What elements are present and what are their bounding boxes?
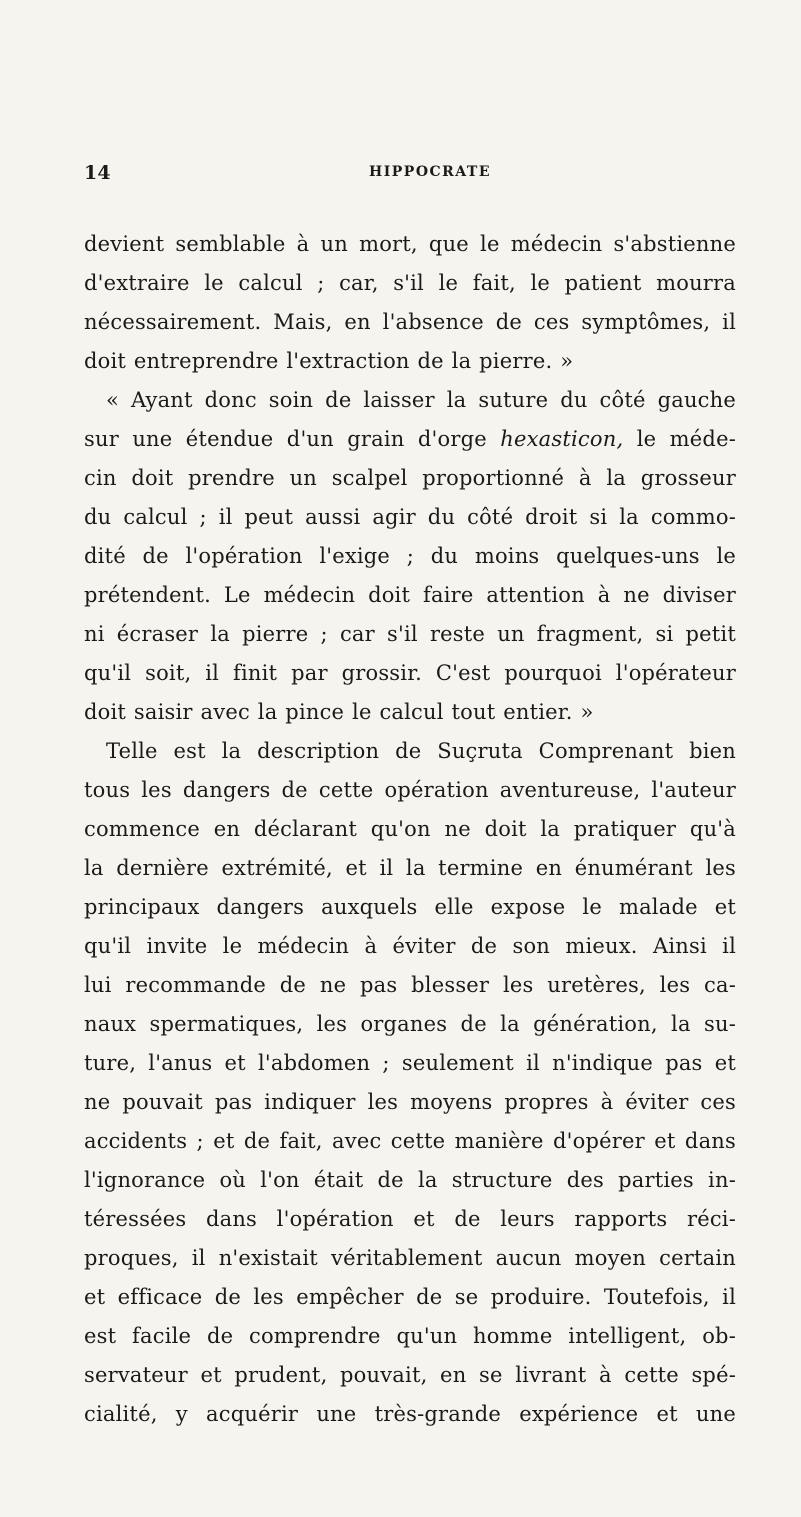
text-line: doit entreprendre l'extraction de la pierre. » — [84, 349, 574, 373]
text-line: nécessairement. Mais, en l'absence de ces symptômes, il — [84, 310, 736, 334]
text-line: l'ignorance où l'on était de la structure des parties in- — [84, 1168, 736, 1192]
italic-term: hexasticon, — [500, 427, 624, 451]
text-fragment: le méde- — [636, 427, 736, 451]
text-line: la dernière extrémité, et il la termine en énumérant les — [84, 856, 736, 880]
text-line: ni écraser la pierre ; car s'il reste un fragment, si petit — [84, 622, 736, 646]
text-line: d'extraire le calcul ; car, s'il le fait, le patient mourra — [84, 271, 736, 295]
text-line: principaux dangers auxquels elle expose le malade et — [84, 895, 736, 919]
text-line: proques, il n'existait véritablement aucun moyen certain — [84, 1246, 736, 1270]
text-line: « Ayant donc soin de laisser la suture du côté gauche — [106, 388, 736, 412]
text-line: accidents ; et de fait, avec cette manière d'opérer et dans — [84, 1129, 736, 1153]
text-line: ne pouvait pas indiquer les moyens propres à éviter ces — [84, 1090, 736, 1114]
text-line: commence en déclarant qu'on ne doit la pratiquer qu'à — [84, 817, 736, 841]
text-line: dité de l'opération l'exige ; du moins quelques-uns le — [84, 544, 736, 568]
text-line: ture, l'anus et l'abdomen ; seulement il n'indique pas et — [84, 1051, 736, 1075]
text-line: naux spermatiques, les organes de la génération, la su- — [84, 1012, 736, 1036]
text-line: qu'il invite le médecin à éviter de son mieux. Ainsi il — [84, 934, 736, 958]
text-line: Telle est la description de Suçruta Comprenant bien — [106, 739, 736, 763]
running-head: HIPPOCRATE — [369, 164, 491, 180]
text-line: est facile de comprendre qu'un homme intelligent, ob- — [84, 1324, 736, 1348]
text-line — [84, 420, 736, 459]
text-line: devient semblable à un mort, que le médecin s'abstienne — [84, 232, 736, 256]
text-line: tous les dangers de cette opération aventureuse, l'auteur — [84, 778, 736, 802]
text-line: qu'il soit, il finit par grossir. C'est pourquoi l'opérateur — [84, 661, 736, 685]
text-line: et efficace de les empêcher de se produire. Toutefois, il — [84, 1285, 736, 1309]
text-fragment: sur une étendue d'un grain d'orge — [84, 427, 487, 451]
text-line: lui recommande de ne pas blesser les uretères, les ca- — [84, 973, 736, 997]
text-line: téressées dans l'opération et de leurs rapports réci- — [84, 1207, 736, 1231]
text-line: cin doit prendre un scalpel proportionné à la grosseur — [84, 466, 736, 490]
page-header — [84, 162, 736, 186]
text-line: du calcul ; il peut aussi agir du côté droit si la commo- — [84, 505, 736, 529]
text-line: prétendent. Le médecin doit faire attention à ne diviser — [84, 583, 736, 607]
text-line: doit saisir avec la pince le calcul tout entier. » — [84, 700, 594, 724]
text-line: servateur et prudent, pouvait, en se livrant à cette spé- — [84, 1363, 736, 1387]
page-number: 14 — [84, 162, 111, 184]
body-text — [84, 225, 736, 1434]
text-line: cialité, y acquérir une très-grande expérience et une — [84, 1402, 736, 1426]
